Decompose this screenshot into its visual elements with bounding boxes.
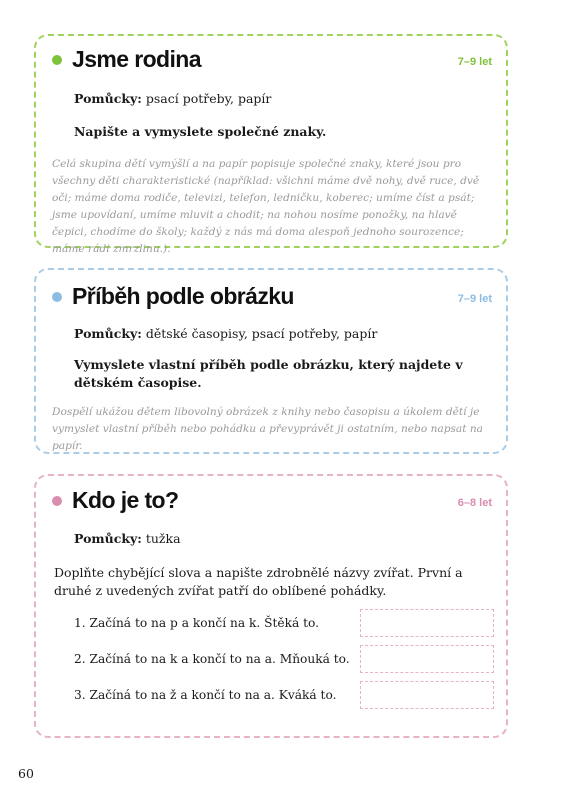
tools-label: Pomůcky: <box>74 91 142 106</box>
age-range: 7–9 let <box>457 293 492 305</box>
answer-box[interactable] <box>360 645 494 673</box>
age-range: 7–9 let <box>457 56 492 68</box>
instructions-text: Doplňte chybějící slova a napište zdrobnělé názvy zvířat. První a druhé z uvedených zvířat patří do oblíbené pohádky. <box>54 565 463 598</box>
card-title: Příběh podle obrázku <box>72 283 294 309</box>
tools-value: tužka <box>145 531 181 546</box>
note-text: Celá skupina dětí vymýšlí a na papír popisuje společné znaky, které jsou pro všechny děti charakteristické (například: všichni máme dvě nohy, dvě ruce, dvě oči; máme doma rodiče, televizi, telefon, ledničku, koberec; umíme číst a psát; jsme upovídaní, umíme mluvit a chodit; na nohou nosíme ponožky, na hlavě čepici, chodíme do školy; každý z nás má doma alespoň jednoho sourozence; máme rádi zmrzlinu.). <box>52 158 480 255</box>
tools-label: Pomůcky: <box>74 531 142 546</box>
green-bullet-icon <box>52 55 62 65</box>
activity-card-pribeh-podle-obrazku <box>34 268 508 454</box>
answer-box[interactable] <box>360 609 494 637</box>
tools-value: dětské časopisy, psací potřeby, papír <box>145 326 378 341</box>
blue-bullet-icon <box>52 292 62 302</box>
task-text: Napište a vymyslete společné znaky. <box>74 124 327 139</box>
riddle-item: 1. Začíná to na p a končí na k. Štěká to. <box>74 616 320 630</box>
riddle-item: 2. Začíná to na k a končí to na a. Mňouká to. <box>74 652 350 666</box>
card-title: Kdo je to? <box>72 487 179 513</box>
activity-card-jsme-rodina <box>34 34 508 255</box>
pink-bullet-icon <box>52 496 62 506</box>
activity-card-kdo-je-to <box>34 474 508 738</box>
card-title: Jsme rodina <box>72 46 201 72</box>
tools-value: psací potřeby, papír <box>145 91 272 106</box>
tools-line <box>74 531 181 546</box>
tools-label: Pomůcky: <box>74 326 142 341</box>
page-number: 60 <box>18 766 34 781</box>
age-range: 6–8 let <box>457 497 492 509</box>
tools-line <box>74 91 271 106</box>
tools-line <box>74 326 377 341</box>
riddle-item: 3. Začíná to na ž a končí to na a. Kváká to. <box>74 688 337 702</box>
answer-box[interactable] <box>360 681 494 709</box>
task-text: Vymyslete vlastní příběh podle obrázku, který najdete v dětském časopise. <box>74 357 463 390</box>
note-text: Dospělí ukážou dětem libovolný obrázek z knihy nebo časopisu a úkolem dětí je vymyslet vlastní příběh nebo pohádku a převyprávět ji ostatním, nebo napsat na papír. <box>52 406 484 452</box>
